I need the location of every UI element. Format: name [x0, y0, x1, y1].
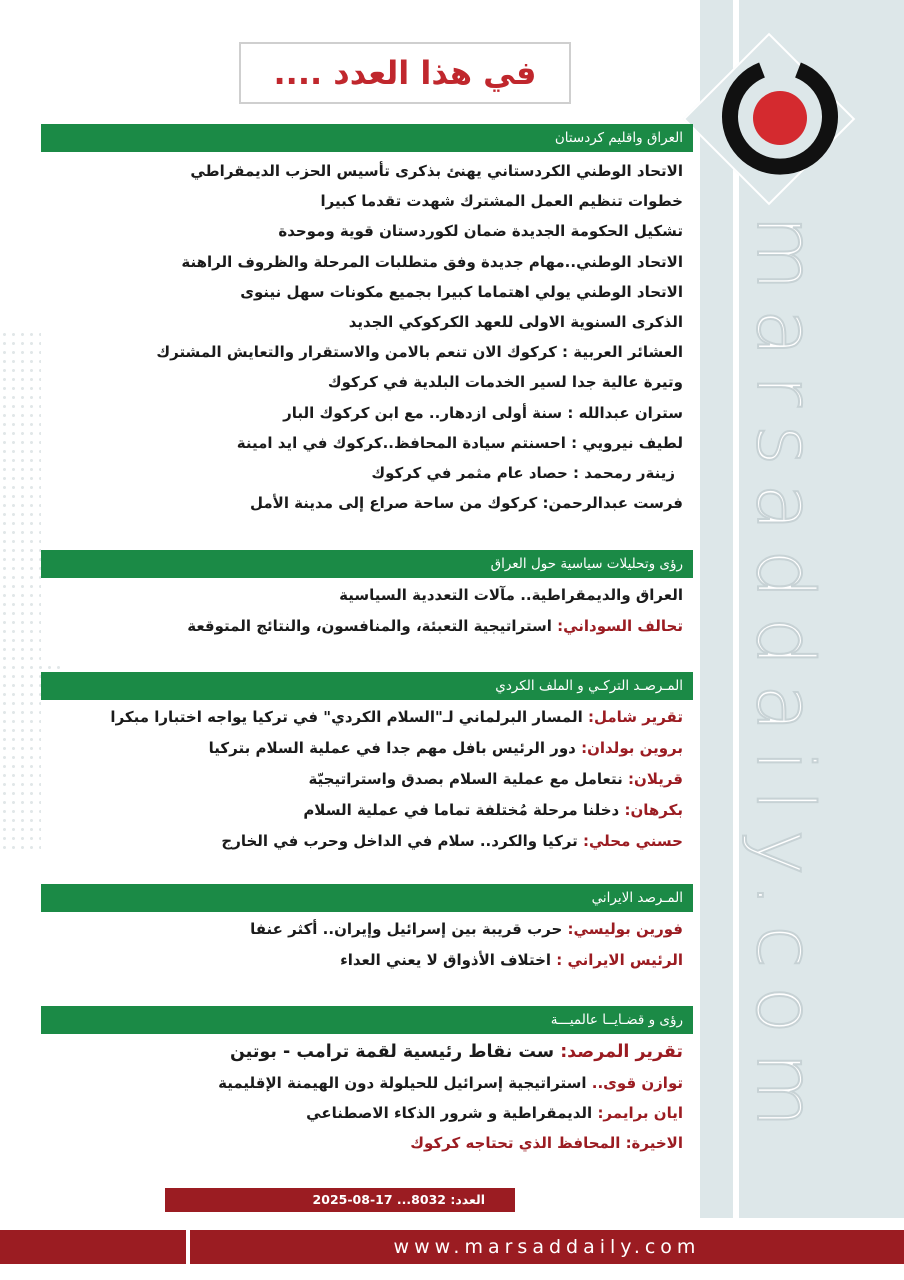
issue-number-date: العدد: 8032... 17-08-2025	[165, 1188, 515, 1212]
list-item[interactable]: فرست عبدالرحمن: كركوك من ساحة صراع إلى مدينة الأمل	[249, 494, 683, 513]
list-item[interactable]: خطوات تنظيم العمل المشترك شهدت تقدما كبيرا	[320, 192, 683, 211]
list-item[interactable]: زينةر رمحمد : حصاد عام مثمر في كركوك	[371, 463, 675, 482]
item-label: تقرير المرصد:	[560, 1042, 683, 1062]
item-label: توازن قوى..	[591, 1074, 683, 1092]
item-label: حسني محلي:	[583, 832, 683, 850]
in-this-issue-title: في هذا العدد ....	[239, 42, 571, 104]
list-item[interactable]	[41, 1098, 683, 1128]
item-label: تقرير شامل:	[587, 708, 683, 726]
item-label: الرئيس الايراني :	[556, 951, 683, 969]
vertical-site-watermark: marsaddaily.com	[739, 215, 829, 1146]
list-item[interactable]: الاتحاد الوطني..مهام جديدة وفق متطلبات المرحلة والظروف الراهنة	[181, 252, 683, 271]
section-global-issues	[41, 1006, 693, 1180]
list-item[interactable]	[41, 826, 683, 857]
list-item[interactable]: العراق والديمقراطية.. مآلات التعددية السياسية	[339, 586, 683, 604]
item-text: نتعامل مع عملية السلام بصدق واستراتيجيّة	[308, 770, 623, 788]
item-text: دخلنا مرحلة مُختلفة تماما في عملية السلام	[303, 801, 620, 819]
list-item[interactable]: وتيرة عالية جدا لسير الخدمات البلدية في كركوك	[327, 373, 683, 392]
item-label: فورين بوليسي:	[567, 920, 683, 938]
item-label: بروين بولدان:	[581, 739, 683, 757]
list-item[interactable]	[41, 914, 683, 945]
item-label: بكرهان:	[624, 801, 683, 819]
list-item[interactable]	[41, 733, 683, 764]
item-label: تحالف السوداني:	[557, 617, 683, 635]
item-text: حرب قريبة بين إسرائيل وإيران.. أكثر عنفا	[250, 920, 563, 938]
section-iranian-observatory	[41, 884, 693, 1000]
list-item[interactable]: الذكرى السنوية الاولى للعهد الكركوكي الجديد	[348, 312, 683, 331]
item-text: ست نقاط رئيسية لقمة ترامب - بوتين	[229, 1042, 555, 1062]
item-text: استراتيجية إسرائيل للحيلولة دون الهيمنة الإقليمية	[218, 1074, 587, 1092]
list-item[interactable]	[41, 702, 683, 733]
item-text: الديمقراطية و شرور الذكاء الاصطناعي	[306, 1104, 593, 1122]
website-link[interactable]: www.marsaddaily.com	[190, 1230, 904, 1264]
list-item[interactable]: الاخيرة: المحافظ الذي تحتاجه كركوك	[410, 1134, 683, 1152]
list-item[interactable]: الاتحاد الوطني الكردستاني يهنئ بذكرى تأسيس الحزب الديمقراطي	[190, 162, 683, 180]
list-item[interactable]: الاتحاد الوطني يولي اهتماما كبيرا بجميع مكونات سهل نينوى	[240, 282, 683, 301]
item-text: اختلاف الأذواق لا يعني العداء	[340, 951, 552, 969]
list-item[interactable]: تشكيل الحكومة الجديدة ضمان لكوردستان قوية وموحدة	[278, 222, 683, 241]
section-heading: رؤى وتحليلات سياسية حول العراق	[41, 550, 693, 580]
section-heading: المـرصد الايراني	[41, 884, 693, 914]
list-item[interactable]	[41, 1036, 683, 1068]
footer-bar-left	[0, 1230, 186, 1264]
list-item[interactable]	[41, 764, 683, 795]
item-label: قريلان:	[628, 770, 683, 788]
list-item[interactable]: العشائر العربية : كركوك الان تنعم بالامن والاستقرار والتعايش المشترك	[156, 343, 683, 362]
list-item[interactable]: لطيف نيرويي : احسنتم سيادة المحافظ..كركوك في ايد امينة	[236, 433, 683, 452]
section-turkey-kurdish	[41, 672, 693, 874]
section-heading: رؤى و قضـايــا عالميـــة	[41, 1006, 693, 1036]
item-label: ايان برايمر:	[597, 1104, 683, 1122]
section-heading: المـرصـد التركـي و الملف الكردي	[41, 672, 693, 702]
marsad-logo-icon	[718, 56, 842, 180]
section-iraq-kurdistan	[41, 124, 693, 550]
list-item[interactable]	[41, 945, 683, 976]
list-item[interactable]	[41, 795, 683, 826]
list-item[interactable]	[41, 611, 683, 642]
item-text: استراتيجية التعبئة، والمنافسون، والنتائج المتوقعة	[187, 617, 552, 635]
list-item[interactable]	[41, 1068, 683, 1098]
section-iraq-analysis	[41, 550, 693, 665]
item-text: دور الرئيس بافل مهم جدا في عملية السلام بتركيا	[208, 739, 576, 757]
section-heading: العراق واقليم كردستان	[41, 124, 693, 154]
item-text: تركيا والكرد.. سلام في الداخل وحرب في الخارج	[221, 832, 578, 850]
list-item[interactable]: ستران عبدالله : سنة أولى ازدهار.. مع ابن كركوك البار	[283, 403, 683, 422]
item-text: المسار البرلماني لـ"السلام الكردي" في تركيا يواجه اختبارا مبكرا	[110, 708, 583, 726]
